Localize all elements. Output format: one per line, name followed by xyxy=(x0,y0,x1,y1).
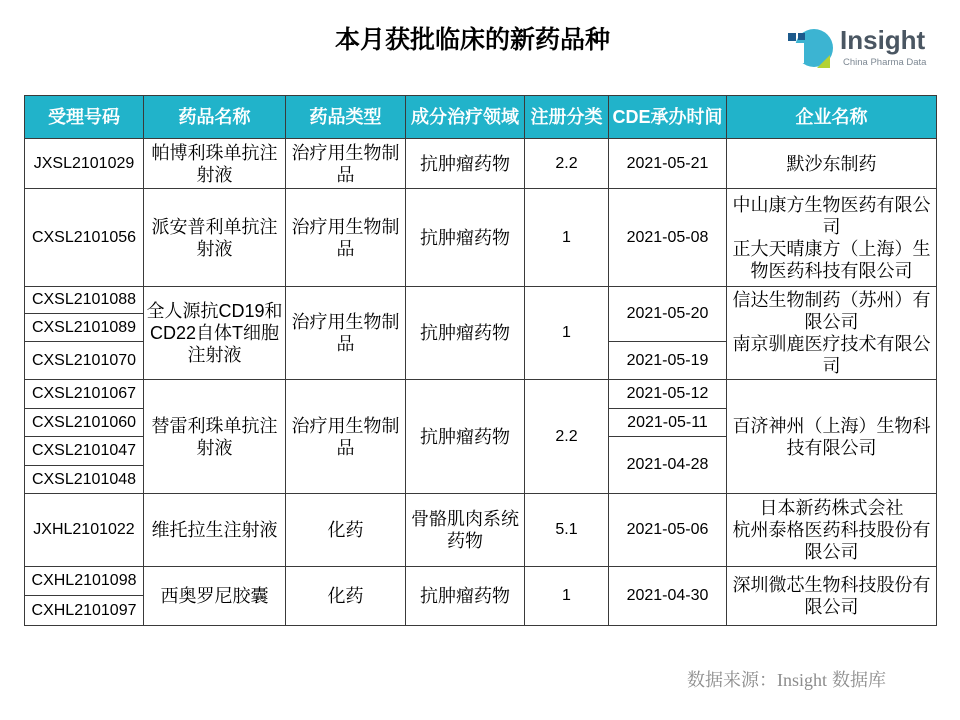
logo-brand-name: Insight xyxy=(840,25,926,55)
company-cell xyxy=(727,494,937,567)
table-header-row xyxy=(25,96,937,139)
column-header-registration-class: 注册分类 xyxy=(525,96,609,139)
column-header-drug-name: 药品名称 xyxy=(144,96,286,139)
acceptance-number-cell: CXSL2101060 xyxy=(25,409,144,437)
table-row xyxy=(25,287,937,314)
drug-name-cell: 替雷利珠单抗注射液 xyxy=(144,380,286,494)
drug-type-cell: 治疗用生物制品 xyxy=(286,287,406,380)
acceptance-number-cell: CXSL2101089 xyxy=(25,314,144,342)
insight-logo xyxy=(786,23,936,75)
company-name: 信达生物制药（苏州）有限公司 xyxy=(732,290,931,332)
registration-class-cell: 5.1 xyxy=(525,494,609,567)
company-cell xyxy=(727,189,937,287)
acceptance-number-cell: CXHL2101098 xyxy=(25,567,144,596)
drug-type-cell: 化药 xyxy=(286,567,406,626)
cde-date-cell: 2021-05-08 xyxy=(609,189,727,287)
source-database-suffix: 数据库 xyxy=(832,670,887,690)
source-label: 数据来源： xyxy=(687,670,777,690)
therapeutic-area-cell: 抗肿瘤药物 xyxy=(406,567,525,626)
drug-type-cell: 治疗用生物制品 xyxy=(286,380,406,494)
drug-type-cell: 化药 xyxy=(286,494,406,567)
registration-class-cell: 2.2 xyxy=(525,139,609,189)
company-name: 南京驯鹿医疗技术有限公司 xyxy=(732,334,931,376)
therapeutic-area-cell: 抗肿瘤药物 xyxy=(406,287,525,380)
registration-class-cell: 1 xyxy=(525,189,609,287)
column-header-drug-type: 药品类型 xyxy=(286,96,406,139)
company-cell xyxy=(727,380,937,494)
company-name: 正大天晴康方（上海）生物医药科技有限公司 xyxy=(732,238,931,281)
cde-date-cell: 2021-05-19 xyxy=(609,342,727,380)
drug-name-cell: 派安普利单抗注射液 xyxy=(144,189,286,287)
column-header-company: 企业名称 xyxy=(727,96,937,139)
acceptance-number-cell: CXSL2101048 xyxy=(25,466,144,494)
cde-date-cell: 2021-05-12 xyxy=(609,380,727,409)
company-cell xyxy=(727,287,937,380)
company-cell xyxy=(727,567,937,626)
page-title: 本月获批临床的新药品种 xyxy=(335,26,611,54)
company-name: 默沙东制药 xyxy=(786,153,877,174)
drug-type-cell: 治疗用生物制品 xyxy=(286,139,406,189)
source-database-name: Insight xyxy=(777,670,828,690)
therapeutic-area-cell: 抗肿瘤药物 xyxy=(406,139,525,189)
company-name: 百济神州（上海）生物科技有限公司 xyxy=(732,415,931,458)
column-header-cde-date: CDE承办时间 xyxy=(609,96,727,139)
acceptance-number-cell: JXSL2101029 xyxy=(25,139,144,189)
acceptance-number-cell: CXSL2101088 xyxy=(25,287,144,314)
logo-tagline: China Pharma Data xyxy=(843,57,927,68)
acceptance-number-cell: CXSL2101047 xyxy=(25,437,144,466)
logo-i-stem-gap xyxy=(795,43,804,63)
table-row xyxy=(25,139,937,189)
company-name: 日本新药株式会社 xyxy=(759,498,904,518)
cde-date-cell: 2021-04-28 xyxy=(609,437,727,494)
table-row xyxy=(25,189,937,287)
cde-date-cell: 2021-05-11 xyxy=(609,409,727,437)
cde-date-cell: 2021-05-21 xyxy=(609,139,727,189)
acceptance-number-cell: CXHL2101097 xyxy=(25,596,144,626)
registration-class-cell: 1 xyxy=(525,567,609,626)
therapeutic-area-cell: 抗肿瘤药物 xyxy=(406,189,525,287)
registration-class-cell: 1 xyxy=(525,287,609,380)
table-row xyxy=(25,380,937,409)
acceptance-number-cell: CXSL2101067 xyxy=(25,380,144,409)
acceptance-number-cell: CXSL2101056 xyxy=(25,189,144,287)
logo-pixel-block xyxy=(798,33,805,40)
table-row xyxy=(25,567,937,596)
drug-name-cell: 全人源抗CD19和CD22自体T细胞注射液 xyxy=(144,287,286,380)
company-name: 杭州泰格医药科技股份有限公司 xyxy=(732,520,931,562)
company-cell xyxy=(727,139,937,189)
drug-name-cell: 帕博利珠单抗注射液 xyxy=(144,139,286,189)
drug-name-cell: 维托拉生注射液 xyxy=(144,494,286,567)
table-row xyxy=(25,494,937,567)
company-name: 深圳微芯生物科技股份有限公司 xyxy=(732,575,931,617)
cde-date-cell: 2021-05-20 xyxy=(609,287,727,342)
new-drug-approval-table xyxy=(24,95,937,626)
acceptance-number-cell: CXSL2101070 xyxy=(25,342,144,380)
drug-type-cell: 治疗用生物制品 xyxy=(286,189,406,287)
cde-date-cell: 2021-05-06 xyxy=(609,494,727,567)
therapeutic-area-cell: 抗肿瘤药物 xyxy=(406,380,525,494)
acceptance-number-cell: JXHL2101022 xyxy=(25,494,144,567)
insight-logo-icon xyxy=(786,24,834,72)
drug-name-cell: 西奥罗尼胶囊 xyxy=(144,567,286,626)
logo-i-dot xyxy=(788,33,796,41)
cde-date-cell: 2021-04-30 xyxy=(609,567,727,626)
column-header-acceptance-number: 受理号码 xyxy=(25,96,144,139)
data-source-note xyxy=(687,668,886,692)
therapeutic-area-cell: 骨骼肌肉系统药物 xyxy=(406,494,525,567)
column-header-therapeutic-area: 成分治疗领域 xyxy=(406,96,525,139)
registration-class-cell: 2.2 xyxy=(525,380,609,494)
company-name: 中山康方生物医药有限公司 xyxy=(732,194,931,237)
